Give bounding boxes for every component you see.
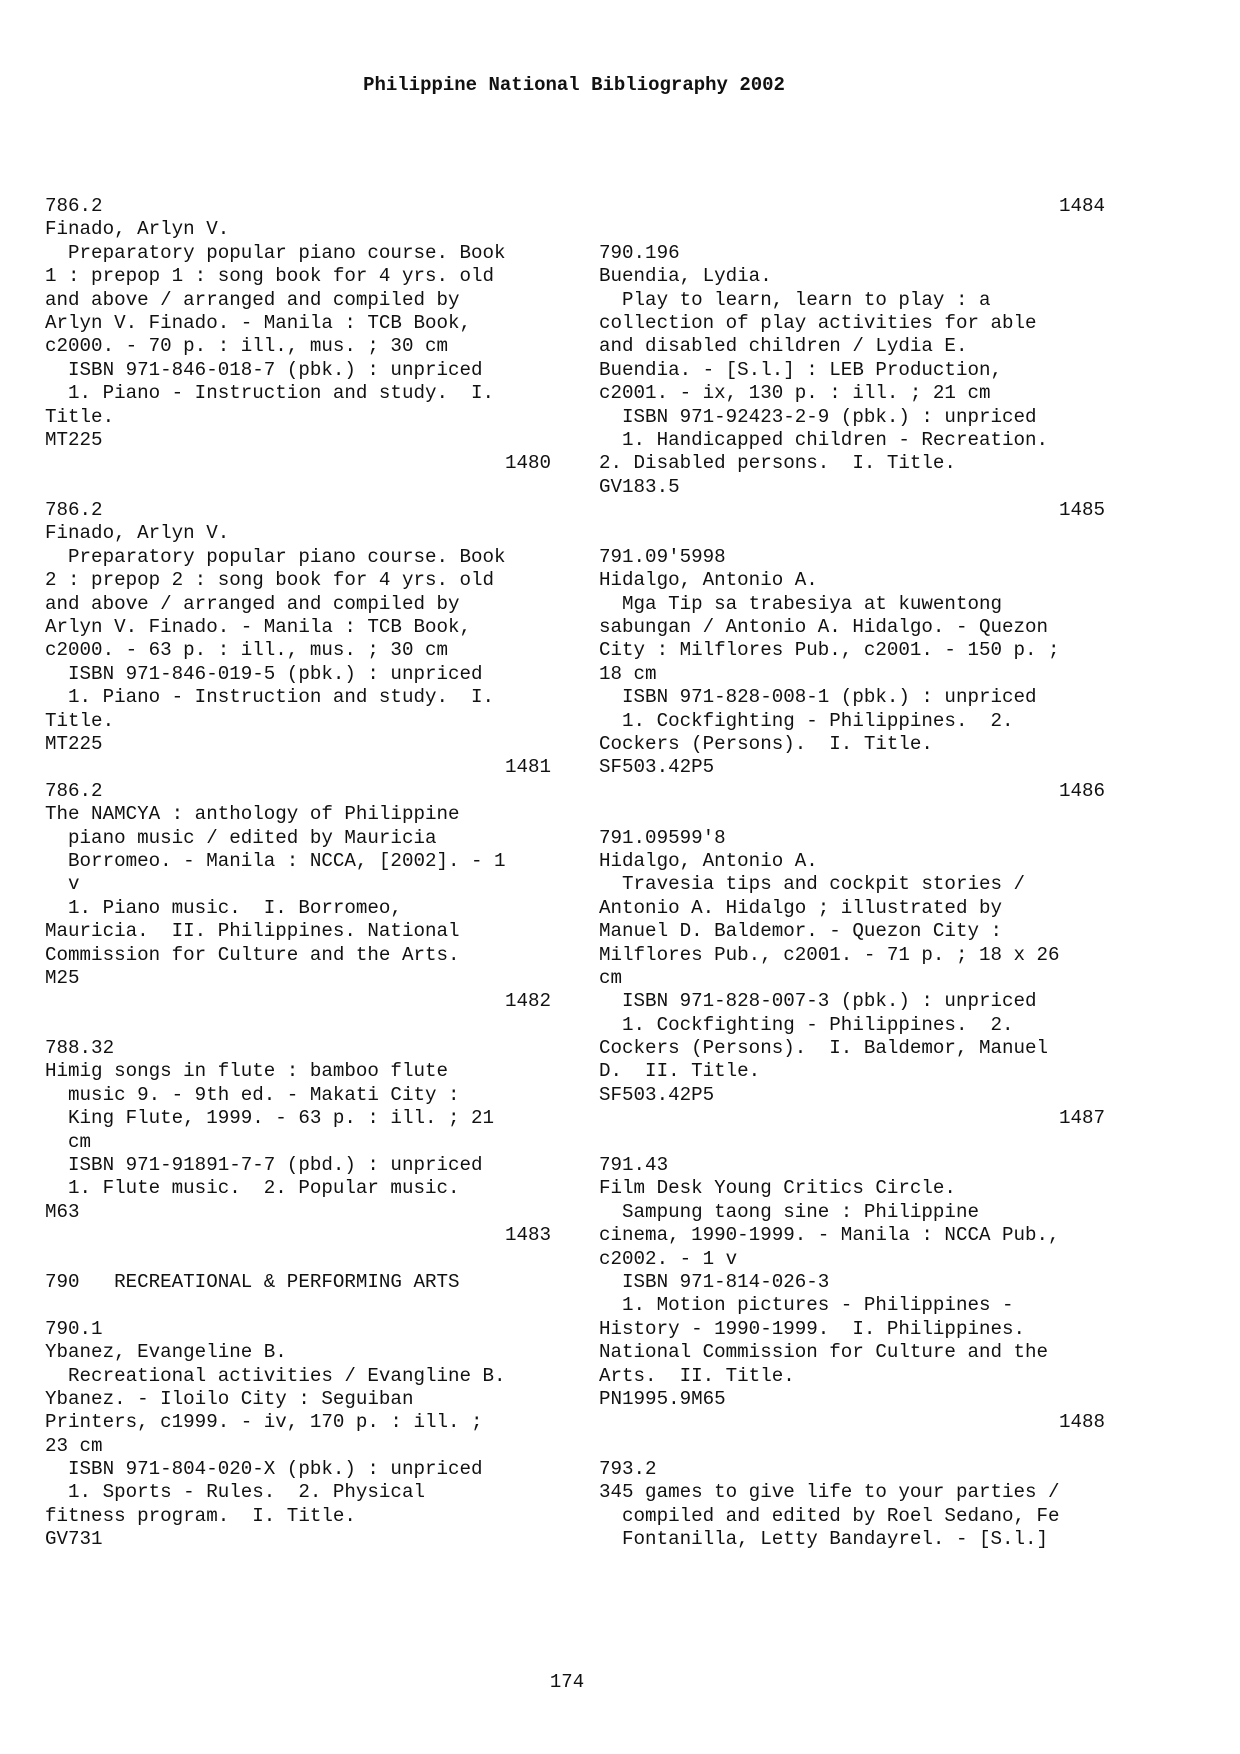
blank-line <box>45 1294 551 1317</box>
entry-line: 791.09'5998 <box>599 545 726 568</box>
entry-line: 2. Disabled persons. I. Title. <box>599 452 956 475</box>
entry-line: PN1995.9M65 <box>599 1387 726 1410</box>
entry-line: Buendia. - [S.l.] : LEB Production, <box>599 358 1003 381</box>
entry-line: Title. <box>45 405 115 428</box>
entry-line: and disabled children / Lydia E. <box>599 335 968 358</box>
entry-line: 1 : prepop 1 : song book for 4 yrs. old <box>45 265 495 288</box>
entry-line: Cockers (Persons). I. Baldemor, Manuel <box>599 1037 1049 1060</box>
entry-line: 791.09599'8 <box>599 826 726 849</box>
entry-line: 791.43 <box>599 1154 669 1177</box>
entry-line: Recreational activities / Evangline B. <box>45 1364 506 1387</box>
entry-line: ISBN 971-828-007-3 (pbk.) : unpriced <box>599 990 1037 1013</box>
entry-line: The NAMCYA : anthology of Philippine <box>45 803 460 826</box>
entry-line: Preparatory popular piano course. Book <box>45 545 506 568</box>
entry-line: and above / arranged and compiled by <box>45 592 460 615</box>
entry-line: and above / arranged and compiled by <box>45 288 460 311</box>
entry-line: Printers, c1999. - iv, 170 p. : ill. ; <box>45 1411 483 1434</box>
entry-line: 788.32 <box>45 1037 115 1060</box>
entry-line: ISBN 971-846-019-5 (pbk.) : unpriced <box>45 662 483 685</box>
entry-line: c2002. - 1 v <box>599 1247 738 1270</box>
entry-line: 786.2 <box>45 499 103 522</box>
entry-line: 1. Cockfighting - Philippines. 2. <box>599 709 1014 732</box>
entry-line: 1. Piano music. I. Borromeo, <box>45 896 402 919</box>
entry-line: Commission for Culture and the Arts. <box>45 943 460 966</box>
entry-number: 1488 <box>1058 1411 1105 1434</box>
entry-line: 1. Flute music. 2. Popular music. <box>45 1177 460 1200</box>
entry-line: Mauricia. II. Philippines. National <box>45 920 460 943</box>
entry-line: Finado, Arlyn V. <box>45 522 230 545</box>
entry-line: Play to learn, learn to play : a <box>599 288 991 311</box>
entry-line: cm <box>45 1130 92 1153</box>
entry-line: Title. <box>45 709 115 732</box>
entry-line: GV731 <box>45 1528 103 1551</box>
entry-line: Finado, Arlyn V. <box>45 218 230 241</box>
entry-line: Milflores Pub., c2001. - 71 p. ; 18 x 26 <box>599 943 1060 966</box>
entry-line: 1. Motion pictures - Philippines - <box>599 1294 1014 1317</box>
entry-line: compiled and edited by Roel Sedano, Fe <box>599 1504 1060 1527</box>
entry-line: cm <box>599 966 623 989</box>
left-column <box>45 195 551 1552</box>
entry-line: 790.196 <box>599 241 680 264</box>
entry-line: ISBN 971-814-026-3 <box>599 1270 830 1293</box>
entry-line: fitness program. I. Title. <box>45 1504 356 1527</box>
entry-line: 1. Sports - Rules. 2. Physical <box>45 1481 425 1504</box>
entry-line: National Commission for Culture and the <box>599 1341 1049 1364</box>
entry-line: Mga Tip sa trabesiya at kuwentong <box>599 592 1003 615</box>
entry-line: c2000. - 70 p. : ill., mus. ; 30 cm <box>45 335 449 358</box>
entry-line: GV183.5 <box>599 475 680 498</box>
entry-line: 2 : prepop 2 : song book for 4 yrs. old <box>45 569 495 592</box>
entry-line: ISBN 971-91891-7-7 (pbd.) : unpriced <box>45 1154 483 1177</box>
blank-line <box>599 522 1105 545</box>
entry-number: 1480 <box>504 452 551 475</box>
entry-line: Arts. II. Title. <box>599 1364 795 1387</box>
entry-line: Buendia, Lydia. <box>599 265 772 288</box>
entry-line: Hidalgo, Antonio A. <box>599 849 818 872</box>
right-column <box>599 195 1105 1552</box>
entry-line: Arlyn V. Finado. - Manila : TCB Book, <box>45 311 472 334</box>
entry-line: MT225 <box>45 428 103 451</box>
entry-line: City : Milflores Pub., c2001. - 150 p. ; <box>599 639 1060 662</box>
blank-line <box>599 1131 1105 1154</box>
entry-line: ISBN 971-92423-2-9 (pbk.) : unpriced <box>599 405 1037 428</box>
entry-number: 1485 <box>1058 499 1105 522</box>
entry-number: 1484 <box>1058 195 1105 217</box>
entry-line: Preparatory popular piano course. Book <box>45 241 506 264</box>
entry-line: c2001. - ix, 130 p. : ill. ; 21 cm <box>599 382 991 405</box>
entry-line: D. II. Title. <box>599 1060 761 1083</box>
entry-line: collection of play activities for able <box>599 311 1037 334</box>
entry-line: SF503.42P5 <box>599 1083 715 1106</box>
blank-line <box>599 218 1105 241</box>
entry-line: 786.2 <box>45 195 103 217</box>
entry-line: Hidalgo, Antonio A. <box>599 569 818 592</box>
blank-line <box>45 1248 551 1271</box>
entry-line: ISBN 971-804-020-X (pbk.) : unpriced <box>45 1458 483 1481</box>
entry-line: 1. Cockfighting - Philippines. 2. <box>599 1013 1014 1036</box>
entry-line: Cockers (Persons). I. Title. <box>599 732 933 755</box>
entry-line: sabungan / Antonio A. Hidalgo. - Quezon <box>599 616 1049 639</box>
entry-line: Ybanez. - Iloilo City : Seguiban <box>45 1387 414 1410</box>
entry-line: Arlyn V. Finado. - Manila : TCB Book, <box>45 616 472 639</box>
entry-number: 1487 <box>1058 1107 1105 1130</box>
entry-line: MT225 <box>45 732 103 755</box>
entry-line: 1. Piano - Instruction and study. I. <box>45 686 495 709</box>
entry-number: 1483 <box>504 1224 551 1247</box>
entry-line: Manuel D. Baldemor. - Quezon City : <box>599 920 1003 943</box>
entry-line: Ybanez, Evangeline B. <box>45 1341 287 1364</box>
entry-line: 18 cm <box>599 662 657 685</box>
entry-line: 793.2 <box>599 1458 657 1481</box>
entry-line: 786.2 <box>45 779 103 802</box>
entry-line: 790 RECREATIONAL & PERFORMING ARTS <box>45 1270 460 1293</box>
entry-line: 345 games to give life to your parties / <box>599 1481 1060 1504</box>
entry-line: Film Desk Young Critics Circle. <box>599 1177 956 1200</box>
entry-line: SF503.42P5 <box>599 756 715 779</box>
entry-number: 1486 <box>1058 779 1105 802</box>
entry-line: Sampung taong sine : Philippine <box>599 1200 979 1223</box>
entry-line: Travesia tips and cockpit stories / <box>599 873 1026 896</box>
entry-line: piano music / edited by Mauricia <box>45 826 437 849</box>
entry-line: M63 <box>45 1200 80 1223</box>
entry-line: 790.1 <box>45 1317 103 1340</box>
page-title: Philippine National Bibliography 2002 <box>363 74 785 96</box>
entry-line: 1. Piano - Instruction and study. I. <box>45 382 495 405</box>
entry-line: cinema, 1990-1999. - Manila : NCCA Pub., <box>599 1224 1060 1247</box>
entry-line: ISBN 971-828-008-1 (pbk.) : unpriced <box>599 686 1037 709</box>
entry-number: 1481 <box>504 756 551 779</box>
blank-line <box>599 1435 1105 1458</box>
entry-line: King Flute, 1999. - 63 p. : ill. ; 21 <box>45 1107 495 1130</box>
blank-line <box>599 803 1105 826</box>
blank-line <box>45 1014 551 1037</box>
entry-line: Antonio A. Hidalgo ; illustrated by <box>599 896 1003 919</box>
entry-line: Borromeo. - Manila : NCCA, [2002]. - 1 <box>45 849 506 872</box>
entry-line: ISBN 971-846-018-7 (pbk.) : unpriced <box>45 358 483 381</box>
entry-line: History - 1990-1999. I. Philippines. <box>599 1317 1026 1340</box>
entry-number: 1482 <box>504 990 551 1013</box>
entry-line: music 9. - 9th ed. - Makati City : <box>45 1083 460 1106</box>
entry-line: Himig songs in flute : bamboo flute <box>45 1060 449 1083</box>
entry-line: M25 <box>45 966 80 989</box>
entry-line: 23 cm <box>45 1434 103 1457</box>
entry-line: 1. Handicapped children - Recreation. <box>599 428 1049 451</box>
entry-line: Fontanilla, Letty Bandayrel. - [S.l.] <box>599 1528 1049 1551</box>
blank-line <box>45 476 551 499</box>
page-number: 174 <box>549 1671 585 1693</box>
entry-line: v <box>45 873 80 896</box>
entry-line: c2000. - 63 p. : ill., mus. ; 30 cm <box>45 639 449 662</box>
